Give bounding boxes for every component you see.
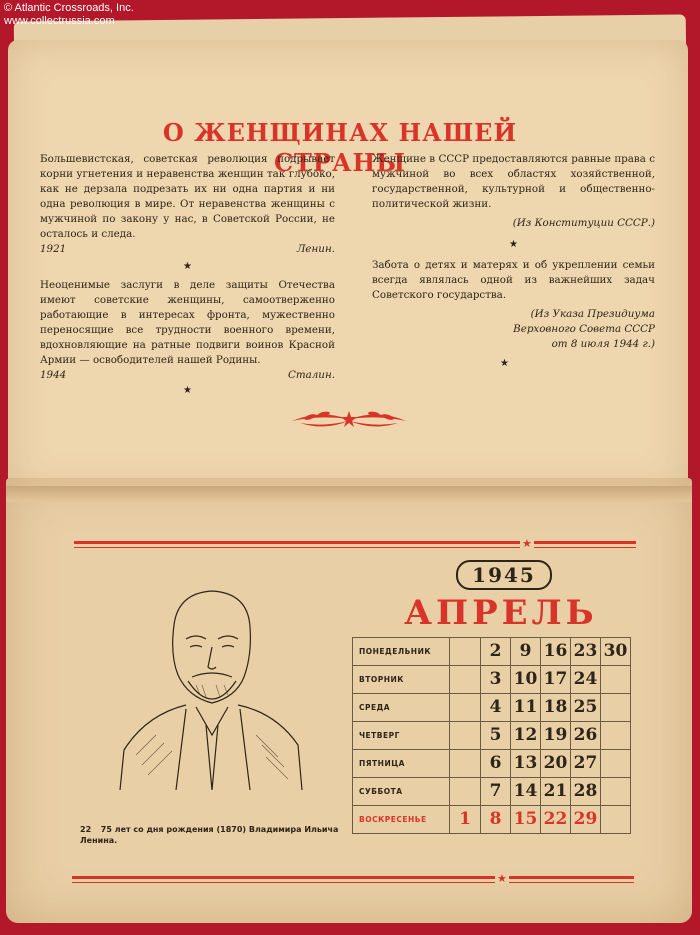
date-cell: 29 — [571, 806, 601, 834]
date-cell: 14 — [511, 778, 541, 806]
watermark-copyright: © Atlantic Crossroads, Inc. — [4, 2, 134, 14]
weekday-label: СУББОТА — [353, 778, 450, 806]
date-cell: 8 — [481, 806, 511, 834]
decree-source-line3: от 8 июля 1944 г.) — [551, 338, 655, 350]
laurel-ornament-icon — [290, 405, 408, 435]
date-cell: 4 — [481, 694, 511, 722]
top-divider-star-icon: ★ — [522, 537, 532, 550]
stalin-quote: Неоценимые заслуги в деле защиты Отечества имеют советские женщины, самоотверженно работающие в интересах фронта, мужественно переносящие все трудности военного времени, вдохновляющие на ратные подвиги воинов Красной Армии — освободителей нашей Родины. — [40, 279, 335, 366]
right-quotes-column — [372, 152, 655, 371]
calendar-row — [353, 778, 631, 806]
date-cell: 20 — [541, 750, 571, 778]
date-cell: 18 — [541, 694, 571, 722]
date-cell: 13 — [511, 750, 541, 778]
date-cell — [450, 722, 481, 750]
constitution-quote: Женщине в СССР предоставляются равные права с мужчиной во всех областях хозяйственной, государственной, культурной и общественно-политической жизни. — [372, 153, 655, 210]
date-cell: 1 — [450, 806, 481, 834]
date-cell: 24 — [571, 666, 601, 694]
date-cell: 10 — [511, 666, 541, 694]
date-cell: 17 — [541, 666, 571, 694]
date-cell: 12 — [511, 722, 541, 750]
date-cell: 11 — [511, 694, 541, 722]
end-star: ★ — [183, 385, 192, 396]
date-cell: 9 — [511, 638, 541, 666]
top-divider-thick — [74, 541, 636, 544]
separator-star: ★ — [509, 239, 518, 250]
lenin-quote-year: 1921 — [40, 243, 67, 255]
caption-day: 22 — [80, 825, 92, 834]
date-cell — [601, 750, 631, 778]
top-divider-thin — [74, 547, 636, 548]
date-cell — [601, 694, 631, 722]
date-cell: 27 — [571, 750, 601, 778]
caption-text: 75 лет со дня рождения (1870) Владимира Ильича Ленина. — [80, 825, 339, 845]
date-cell — [450, 750, 481, 778]
date-cell: 6 — [481, 750, 511, 778]
left-quotes-column — [40, 152, 335, 398]
calendar-grid — [352, 637, 631, 834]
bottom-divider-thin — [72, 882, 634, 883]
lenin-quote-author: Ленин. — [296, 243, 335, 255]
weekday-label: ЧЕТВЕРГ — [353, 722, 450, 750]
date-cell — [601, 666, 631, 694]
date-cell — [601, 806, 631, 834]
date-cell: 22 — [541, 806, 571, 834]
weekday-label: ПЯТНИЦА — [353, 750, 450, 778]
page-title: О ЖЕНЩИНАХ НАШЕЙ СТРАНЫ — [162, 118, 518, 177]
weekday-label: ПОНЕДЕЛЬНИК — [353, 638, 450, 666]
decree-source-line2: Верховного Совета СССР — [513, 323, 655, 335]
calendar-row — [353, 750, 631, 778]
date-cell: 26 — [571, 722, 601, 750]
separator-star: ★ — [183, 261, 192, 272]
lenin-portrait — [116, 585, 306, 790]
calendar-year: 1945 — [456, 560, 552, 590]
lenin-signature — [40, 242, 335, 257]
date-cell — [450, 694, 481, 722]
date-cell: 28 — [571, 778, 601, 806]
calendar-row — [353, 806, 631, 834]
date-cell: 3 — [481, 666, 511, 694]
date-cell: 30 — [601, 638, 631, 666]
page-fold — [6, 486, 692, 502]
date-cell: 5 — [481, 722, 511, 750]
lenin-quote: Большевистская, советская революция подрывает корни угнетения и неравенства женщин так глубоко, как не дерзала подрезать их ни одна партия и ни одна революция в мире. От неравенства женщины с мужчиной по закону у нас, в Советской России, не осталось и следа. — [40, 153, 335, 240]
date-cell: 21 — [541, 778, 571, 806]
stalin-quote-author: Сталин. — [287, 369, 335, 381]
weekday-label: ВОСКРЕСЕНЬЕ — [353, 806, 450, 834]
date-cell: 25 — [571, 694, 601, 722]
decree-source-line1: (Из Указа Президиума — [530, 308, 655, 320]
calendar-caption — [80, 824, 350, 846]
stalin-quote-year: 1944 — [40, 369, 67, 381]
date-cell — [601, 778, 631, 806]
bottom-divider-star-icon: ★ — [497, 872, 507, 885]
decree-quote: Забота о детях и матерях и об укреплении семьи всегда являлась одной из важнейших задач Советского государства. — [372, 259, 655, 301]
date-cell — [450, 666, 481, 694]
date-cell: 15 — [511, 806, 541, 834]
constitution-source: (Из Конституции СССР.) — [512, 217, 655, 229]
date-cell: 19 — [541, 722, 571, 750]
date-cell: 7 — [481, 778, 511, 806]
calendar-row — [353, 666, 631, 694]
calendar-row — [353, 694, 631, 722]
calendar-row — [353, 722, 631, 750]
bottom-divider-thick — [72, 876, 634, 879]
end-star: ★ — [500, 358, 509, 369]
date-cell — [450, 638, 481, 666]
calendar-month: АПРЕЛЬ — [404, 593, 598, 633]
date-cell — [601, 722, 631, 750]
date-cell — [450, 778, 481, 806]
date-cell: 16 — [541, 638, 571, 666]
watermark — [4, 2, 134, 28]
stalin-signature — [40, 368, 335, 383]
date-cell: 23 — [571, 638, 601, 666]
weekday-label: ВТОРНИК — [353, 666, 450, 694]
calendar-row — [353, 638, 631, 666]
date-cell: 2 — [481, 638, 511, 666]
watermark-url: www.collectrussia.com — [4, 15, 115, 27]
weekday-label: СРЕДА — [353, 694, 450, 722]
